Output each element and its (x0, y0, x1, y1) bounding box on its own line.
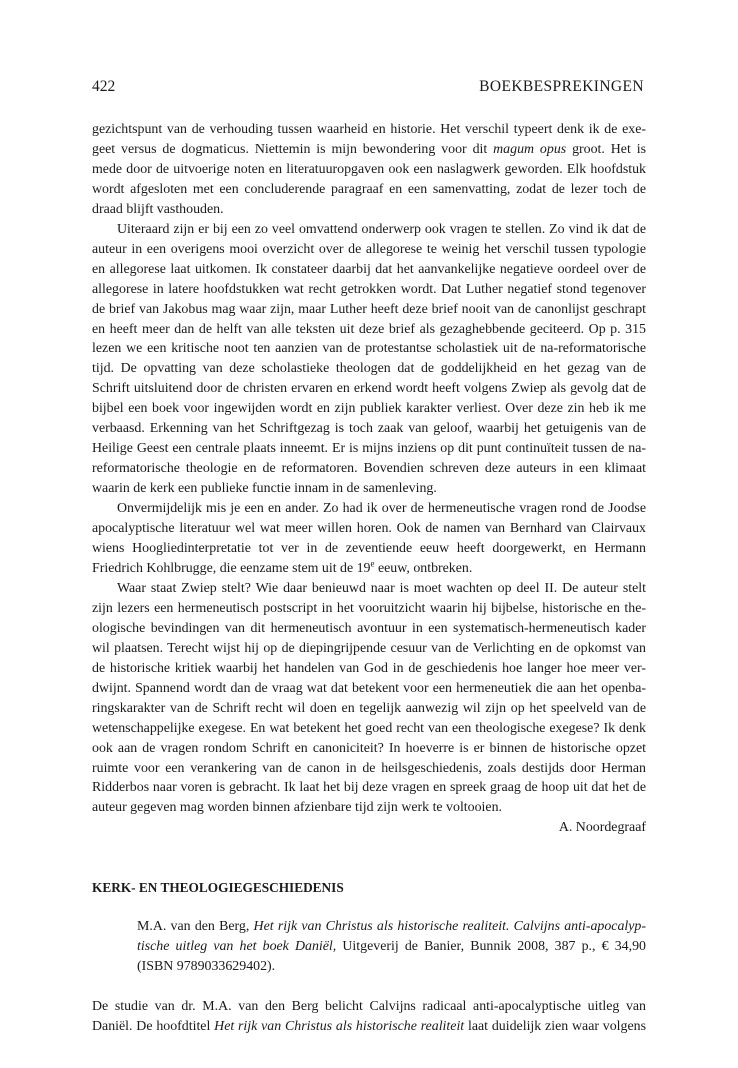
book-title: Het rijk van Christus als historische realiteit. Calvijns anti-apocalyp- (253, 919, 646, 935)
text-line: dwijnt. Spannend wordt dan de vraag wat dat betekent voor een hermeneutiek die aan het openba- (92, 680, 646, 696)
text-line: gezichtspunt van de verhouding tussen waarheid en historie. Het verschil typeert denk ik de exe- (92, 122, 646, 137)
text-line: geet versus de dogmaticus. Niettemin is mijn bewondering voor dit magum opus groot. Het is (92, 141, 646, 157)
text-line: Uiteraard zijn er bij een zo veel omvattend onderwerp ook vragen te stellen. Zo vind ik dat de (117, 221, 646, 237)
text-line: wil plaatsen. Terecht wijst hij op de diepingrijpende cesuur van de Verlichting en de opkomst van (92, 640, 646, 656)
text-line: bijbel een boek voor ingewijden wordt en zijn publiek karakter verliest. Over deze zin heb ik me (92, 401, 646, 417)
text-line: Waar staat Zwiep stelt? Wie daar benieuwd naar is moet wachten op deel II. De auteur stelt (117, 580, 646, 596)
page-number: 422 (92, 78, 116, 95)
running-header-title: BOEKBESPREKINGEN (479, 78, 644, 95)
text-line: waarin de kerk een publieke functie innam in de samenleving. (92, 481, 437, 497)
review-paragraph-5 (92, 997, 646, 1037)
text-line: ruimte voor een verankering van de canon in de heilsgeschiedenis, zoals destijds door Herman (92, 760, 646, 776)
text-line: wiens Hoogliedinterpretatie tot ver in de zeventiende eeuw heeft doorgewerkt, en Hermann (92, 541, 646, 557)
review-paragraph-4 (92, 579, 646, 818)
text-line: auteur in een overigens mooi overzicht over de allegorese te weinig het verschil tussen typologie (92, 241, 646, 257)
review-paragraph-2 (92, 220, 646, 499)
text-line: wetenschappelijke exegese. En wat betekent het goed recht van een theologische exegese? Ik denk (92, 720, 646, 736)
book-title: Het rijk van Christus als historische realiteit (214, 1019, 465, 1035)
text-line: verbaasd. Erkenning van het Schriftgezag is toch zaak van geloof, waarbij het getuigenis van de (92, 421, 646, 437)
text-line: ringskarakter van de Schrift recht wil doen en tegelijk aanwezig wil zijn op het speelveld van de (92, 700, 646, 716)
text-line: de historische kritiek waarbij het handelen van God in de geschiedenis hoe langer hoe meer ver- (92, 660, 646, 676)
text-line: zijn lezers een hermeneutisch postscript in het vooruitzicht waarin hij bijbelse, historische en the- (92, 600, 646, 616)
reviewer-signature: A. Noordegraaf (558, 820, 646, 836)
text-line: De studie van dr. M.A. van den Berg belicht Calvijns radicaal anti-apocalyptische uitleg van (92, 999, 646, 1015)
text-line: Friedrich Kohlbrugge, die eenzame stem uit de 19e eeuw, ontbreken. (92, 558, 473, 576)
section-heading: KERK- EN THEOLOGIEGESCHIEDENIS (92, 880, 344, 896)
text-line: Onvermijdelijk mis je een en ander. Zo had ik over de hermeneutische vragen rond de Joodse (117, 501, 646, 517)
review-paragraph-3 (92, 499, 646, 579)
book-title: tische uitleg van het boek Daniël, (137, 939, 337, 955)
text-line: Ridderbos naar voren is gebracht. Ik laat het bij deze vragen en spreek graag de hoop uit dat het de (92, 780, 646, 796)
text-line: wordt afgesloten met een concluderende paragraaf en een samenvatting, zodat de lezer toch de (92, 181, 646, 197)
text-line: mede door de uitvoerige noten en literatuuropgaven ook een naslagwerk geworden. Elk hoofdstuk (92, 161, 646, 177)
text-line: lezen we een kritische noot ten aanzien van de protestantse scholastiek uit de na-reformatorische (92, 341, 646, 357)
review-paragraph-1 (92, 120, 646, 220)
text-line: Heilige Geest een centrale plaats inneemt. Er is mijns inziens op dit punt continuïteit tussen de na- (92, 441, 646, 457)
text-line: de brief van Jakobus mag waar zijn, maar Luther heeft deze brief nooit van de canonlijst geschrapt (92, 301, 646, 317)
text-line: auteur gegeven mag worden binnen afzienbare tijd zijn werk te voltooien. (92, 800, 503, 816)
emphasis-text: magum opus (493, 141, 567, 157)
superscript: e (370, 558, 375, 569)
text-line: draad blijft vasthouden. (92, 201, 224, 217)
book-reference (137, 917, 646, 977)
text-line: apocalyptische literatuur wel wat meer willen horen. Ook de namen van Bernhard van Clairvaux (92, 521, 646, 537)
page-body (92, 120, 646, 1037)
text-line: (ISBN 9789033629402). (137, 959, 276, 975)
text-line: Daniël. De hoofdtitel Het rijk van Christus als historische realiteit laat duidelijk zien waar volgens (92, 1019, 647, 1035)
text-line: ook aan de vragen rondom Schrift en canoniciteit? In hoeverre is er binnen de historische opzet (92, 740, 646, 756)
text-line: tische uitleg van het boek Daniël, Uitgeverij de Banier, Bunnik 2008, 387 p., € 34,90 (137, 939, 646, 955)
text-line: allegorese in latere hoofdstukken wat recht getrokken wordt. Dat Luther negatief stond tegenover (92, 281, 646, 297)
text-line: M.A. van den Berg, Het rijk van Christus als historische realiteit. Calvijns anti-apocalyp- (137, 919, 646, 935)
text-line: Schrift uitsluitend door de christen ervaren en erkend wordt heeft volgens Zwiep als gevolg dat de (92, 381, 646, 397)
text-line: en allegorese laat uitkomen. Ik constateer daarbij dat het aanvankelijke negatieve oordeel over de (92, 261, 646, 277)
text-line: en heeft meer dan de helft van alle teksten uit deze brief als gezaghebbende geciteerd. Op p. 315 (92, 321, 646, 337)
text-line: ologische bevindingen van dit hermeneutisch avontuur in een systematisch-hermeneutisch kader (92, 620, 646, 636)
text-line: reformatorische theologie en de reformatoren. Bovendien schreven deze auteurs in een klimaat (92, 461, 646, 477)
text-line: tijd. De opvatting van deze scholastieke theologen dat de goddelijkheid en het gezag van de (92, 361, 646, 377)
